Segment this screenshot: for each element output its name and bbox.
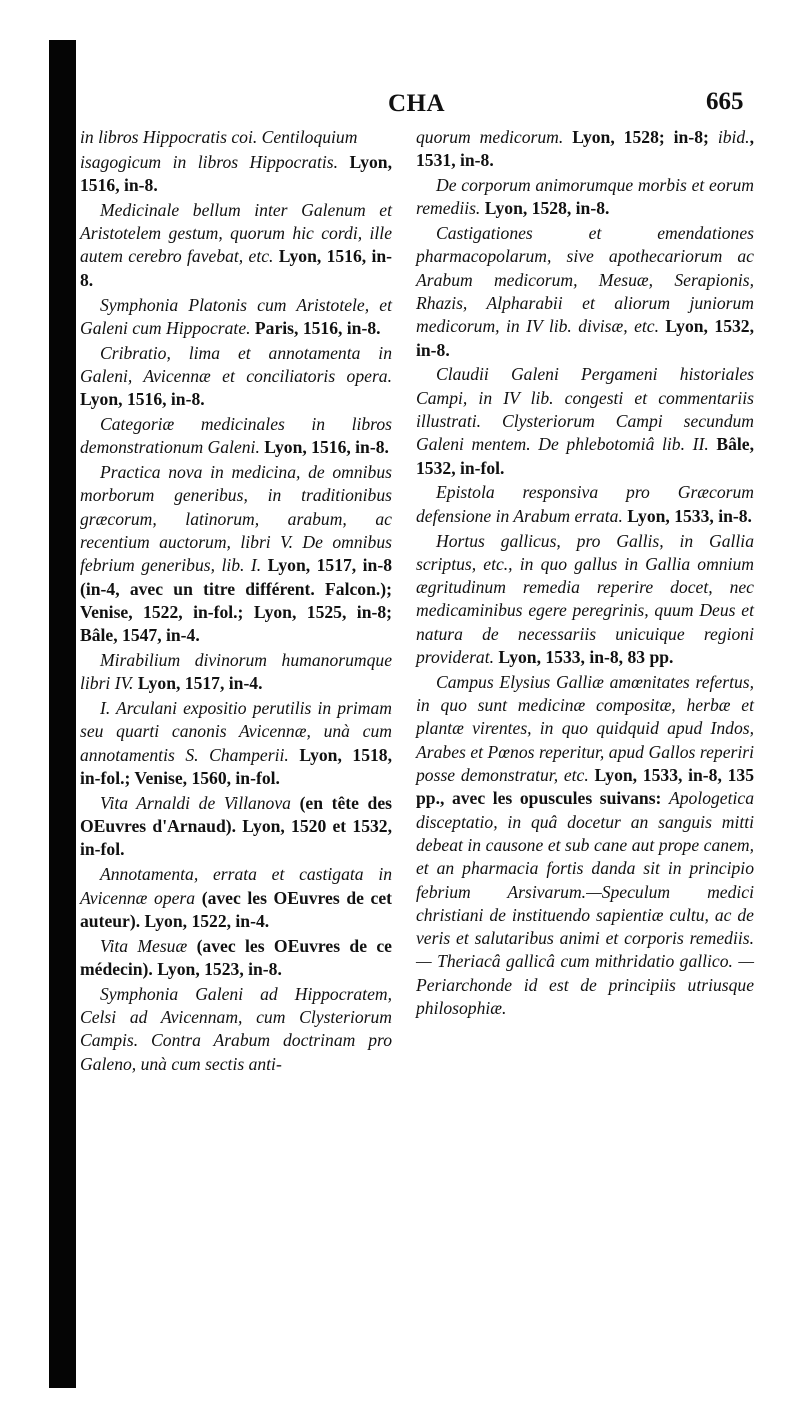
bibliography-entry (80, 199, 392, 292)
entry-title: Castigationes et emendationes pharmacopolarum, sive apothecariorum ac Arabum medicorum, Mesuæ, Serapionis, Rhazis, Alpharabii et aliorum juniorum medicorum, in IV lib. divisæ, etc. (416, 223, 754, 337)
entry-title: De corporum animorumque morbis et eorum remediis. (416, 175, 754, 219)
entry-title: Practica nova in medicina, de omnibus morborum generibus, in traditionibus græcorum, latinorum, arabum, ac recentium auctorum, libri V. De omnibus febrium generibus, lib. I. (80, 462, 392, 576)
entry-title: Symphonia Platonis cum Aristotele, et Galeni cum Hippocrate. (80, 294, 392, 338)
right-column (416, 126, 754, 1022)
bibliography-entry (80, 461, 392, 647)
entry-title: Claudii Galeni Pergameni historiales Campi, in IV lib. congesti et commentariis illustrati. Clysteriorum Campi secundum Galeni mentem. De phlebotomiâ lib. II. (416, 364, 754, 455)
entry-publication: (avec les OEuvres de ce médecin). Lyon, 1523, in-8. (80, 935, 392, 979)
scan-edge-shadow (49, 40, 76, 1388)
running-head: CHA (388, 90, 446, 117)
entry-publication: Lyon, 1528, in-8. (480, 198, 610, 219)
entry-publication: Lyon, 1533, in-8. (622, 505, 752, 526)
entry-title: Epistola responsiva pro Græcorum defensione in Arabum errata. (416, 482, 754, 526)
bibliography-entry (80, 649, 392, 696)
bibliography-entry (80, 151, 392, 198)
entry-title: Symphonia Galeni ad Hippocratem, Celsi ad Avicennam, cum Clysteriorum Campis. Contra Arabum doctrinam pro Galeno, unà cum sectis anti- (80, 983, 392, 1074)
entry-publication: Lyon, 1533, in-8, 83 pp. (494, 647, 674, 668)
page-number: 665 (706, 88, 744, 115)
bibliography-entry (416, 481, 754, 528)
bibliography-entry (416, 174, 754, 221)
entry-publication: Bâle, 1532, in-fol. (416, 434, 754, 478)
entry-title: Categoriæ medicinales in libros demonstrationum Galeni. (80, 414, 392, 458)
entry-title: Vita Arnaldi de Villanova (100, 792, 291, 813)
entry-publication: Lyon, 1533, in-8, 135 pp., avec les opuscules suivans: (416, 765, 754, 809)
bibliography-entry (80, 792, 392, 862)
bibliography-entry (80, 697, 392, 790)
entry-publication: (avec les OEuvres de cet auteur). Lyon, 1522, in-4. (80, 887, 392, 931)
bibliography-entry (416, 671, 754, 1020)
bibliography-entry (80, 413, 392, 460)
entry-publication: Lyon, 1528; in-8; (563, 127, 718, 147)
entry-title-secondary: Apologetica disceptatio, in quâ docetur an sanguis mitti debeat in causone et sub cane aut prope canem, et an pharmacia fortis danda sit in principio febrium Arsivarum.—Speculum medici christiani de instituendo sapientiæ cultu, ac de veris et salutaribus animi et corporis remediis. — Theriacâ gallicâ cum mithridatio gallico. — Periarchonde id est de principiis utriusque philosophiæ. (416, 788, 754, 1018)
bibliography-entry (80, 935, 392, 982)
entry-publication: (en tête des OEuvres d'Arnaud). Lyon, 1520 et 1532, in-fol. (80, 792, 392, 860)
entry-publication: Lyon, 1516, in-8. (80, 389, 205, 410)
entry-title: Campus Elysius Galliæ amœnitates refertus, in quo sunt medicinæ compositæ, herbæ et plantæ virentes, in quo quidquid apud Indos, Arabes et Pœnos reperitur, apud Gallos reperiri posse demonstratur, etc. (416, 671, 754, 786)
bibliography-entry (80, 126, 392, 149)
bibliography-entry (416, 222, 754, 362)
entry-title: isagogicum in libros Hippocratis. (80, 151, 338, 172)
entry-title: Hortus gallicus, pro Gallis, in Gallia scriptus, etc., in quo gallus in Gallia omnium ægritudinum remedia reperire docet, nec medicaminibus egere peregrinis, quum Deus et natura de necessariis unicuique regioni providerat. (416, 530, 754, 668)
bibliography-entry (80, 294, 392, 341)
bibliography-entry (80, 342, 392, 412)
entry-publication: Lyon, 1518, in-fol.; Venise, 1560, in-fol. (80, 744, 392, 789)
entry-publication-secondary: , 1531, in-8. (416, 127, 754, 171)
entry-title: quorum medicorum. (416, 127, 564, 147)
entry-publication: Lyon, 1516, in-8. (259, 437, 389, 458)
entry-title: Medicinale bellum inter Galenum et Aristotelem gestum, quorum hic cordi, ille autem cerebro favebat, etc. (80, 199, 392, 267)
left-column (80, 126, 392, 1077)
entry-title: I. Arculani expositio perutilis in primam seu quarti canonis Avicennæ, unà cum annotamentis S. Champerii. (80, 698, 392, 765)
bibliography-entry (80, 863, 392, 933)
entry-publication: Lyon, 1517, in-8 (in-4, avec un titre différent. Falcon.); Venise, 1522, in-fol.; Lyon, 1525, in-8; Bâle, 1547, in-4. (80, 555, 392, 646)
bibliography-entry (416, 126, 754, 173)
entry-title: Annotamenta, errata et castigata in Avicennæ opera (80, 864, 392, 908)
entry-publication: Paris, 1516, in-8. (250, 317, 381, 338)
entry-title: Cribratio, lima et annotamenta in Galeni, Avicennæ et conciliatoris opera. (80, 342, 392, 386)
entry-title: in libros Hippocratis coi. Centiloquium (80, 127, 358, 147)
entry-publication: Lyon, 1516, in-8. (80, 246, 393, 290)
entry-title: Mirabilium divinorum humanorumque libri IV. (80, 650, 392, 694)
entry-publication: Lyon, 1517, in-4. (133, 673, 263, 694)
bibliography-entry (416, 530, 754, 670)
bibliography-entry (416, 363, 754, 479)
entry-title-secondary: ibid. (717, 127, 750, 147)
bibliography-entry (80, 983, 392, 1076)
entry-publication: Lyon, 1516, in-8. (80, 151, 392, 196)
entry-title: Vita Mesuæ (100, 935, 188, 956)
entry-publication: Lyon, 1532, in-8. (416, 316, 754, 360)
